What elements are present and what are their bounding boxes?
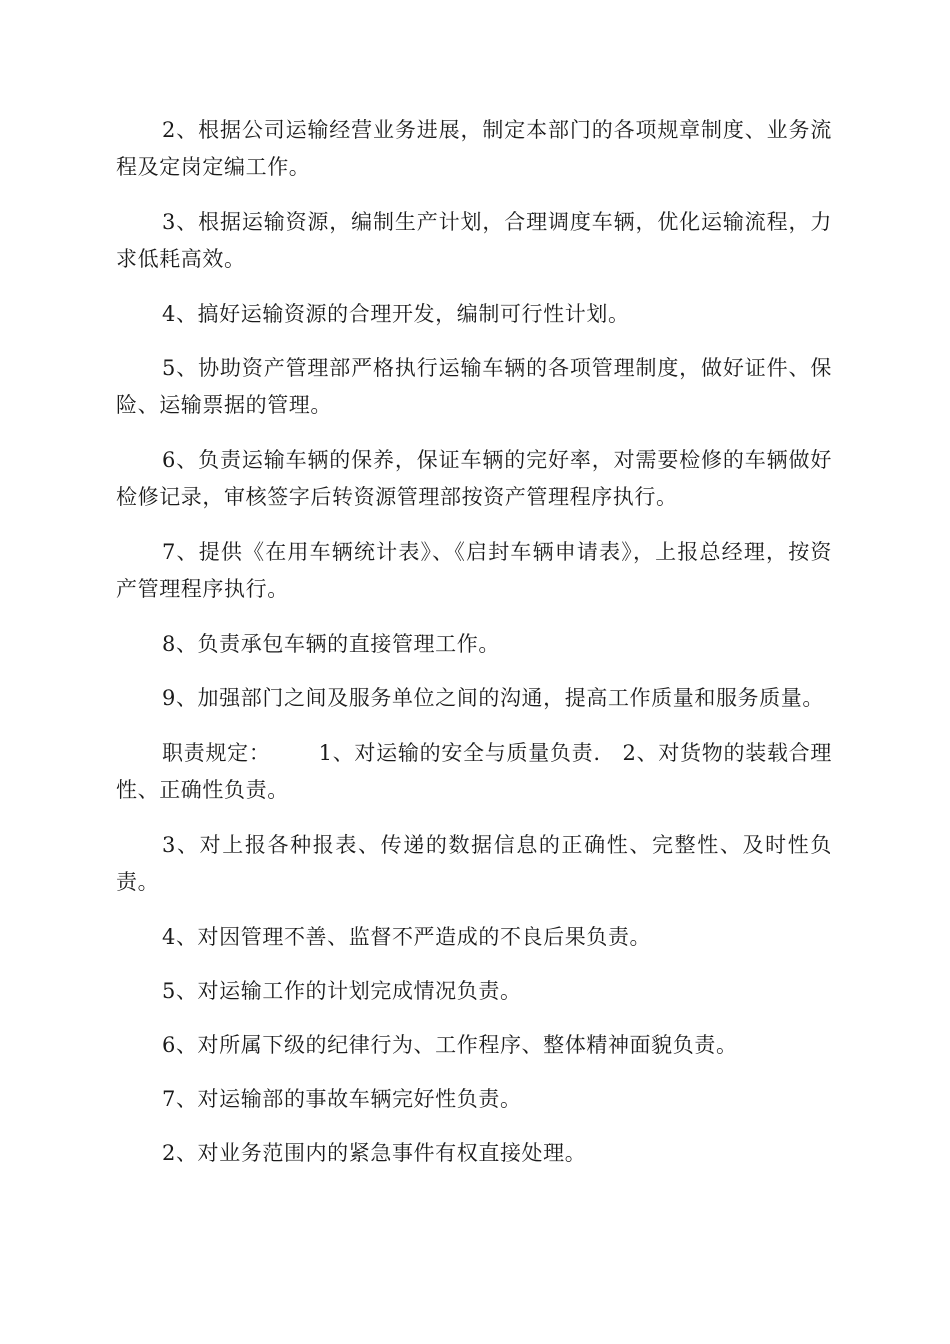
paragraph-item-9: 9、加强部门之间及服务单位之间的沟通，提高工作质量和服务质量。 [162,686,824,710]
paragraph-item-8: 8、负责承包车辆的直接管理工作。 [162,632,500,656]
duty-paragraph [116,735,832,809]
duty-item-7: 7、对运输部的事故车辆完好性负责。 [162,1087,522,1111]
paragraph-item-2: 2、根据公司运输经营业务进展，制定本部门的各项规章制度、业务流程及定岗定编工作。 [116,118,832,179]
document-body [116,112,832,1189]
paragraph-item-5: 5、协助资产管理部严格执行运输车辆的各项管理制度，做好证件、保险、运输票据的管理。 [116,356,832,417]
duty-item-4: 4、对因管理不善、监督不严造成的不良后果负责。 [162,925,652,949]
duty-first-items: 1、对运输的安全与质量负责. 2、对货物的装载合理性、正确性负责。 [116,741,832,802]
paragraph-item-3: 3、根据运输资源，编制生产计划，合理调度车辆，优化运输流程，力求低耗高效。 [116,210,832,271]
duty-item-5: 5、对运输工作的计划完成情况负责。 [162,979,522,1003]
duty-heading: 职责规定： [162,741,271,765]
duty-item-3: 3、对上报各种报表、传递的数据信息的正确性、完整性、及时性负责。 [116,833,832,894]
authority-item-2: 2、对业务范围内的紧急事件有权直接处理。 [162,1141,587,1165]
duty-item-6: 6、对所属下级的纪律行为、工作程序、整体精神面貌负责。 [162,1033,738,1057]
paragraph-item-6: 6、负责运输车辆的保养，保证车辆的完好率，对需要检修的车辆做好检修记录，审核签字后转资源管理部按资产管理程序执行。 [116,448,832,509]
paragraph-item-4: 4、搞好运输资源的合理开发，编制可行性计划。 [162,302,630,326]
paragraph-item-7: 7、提供《在用车辆统计表》、《启封车辆申请表》，上报总经理，按资产管理程序执行。 [116,540,832,601]
